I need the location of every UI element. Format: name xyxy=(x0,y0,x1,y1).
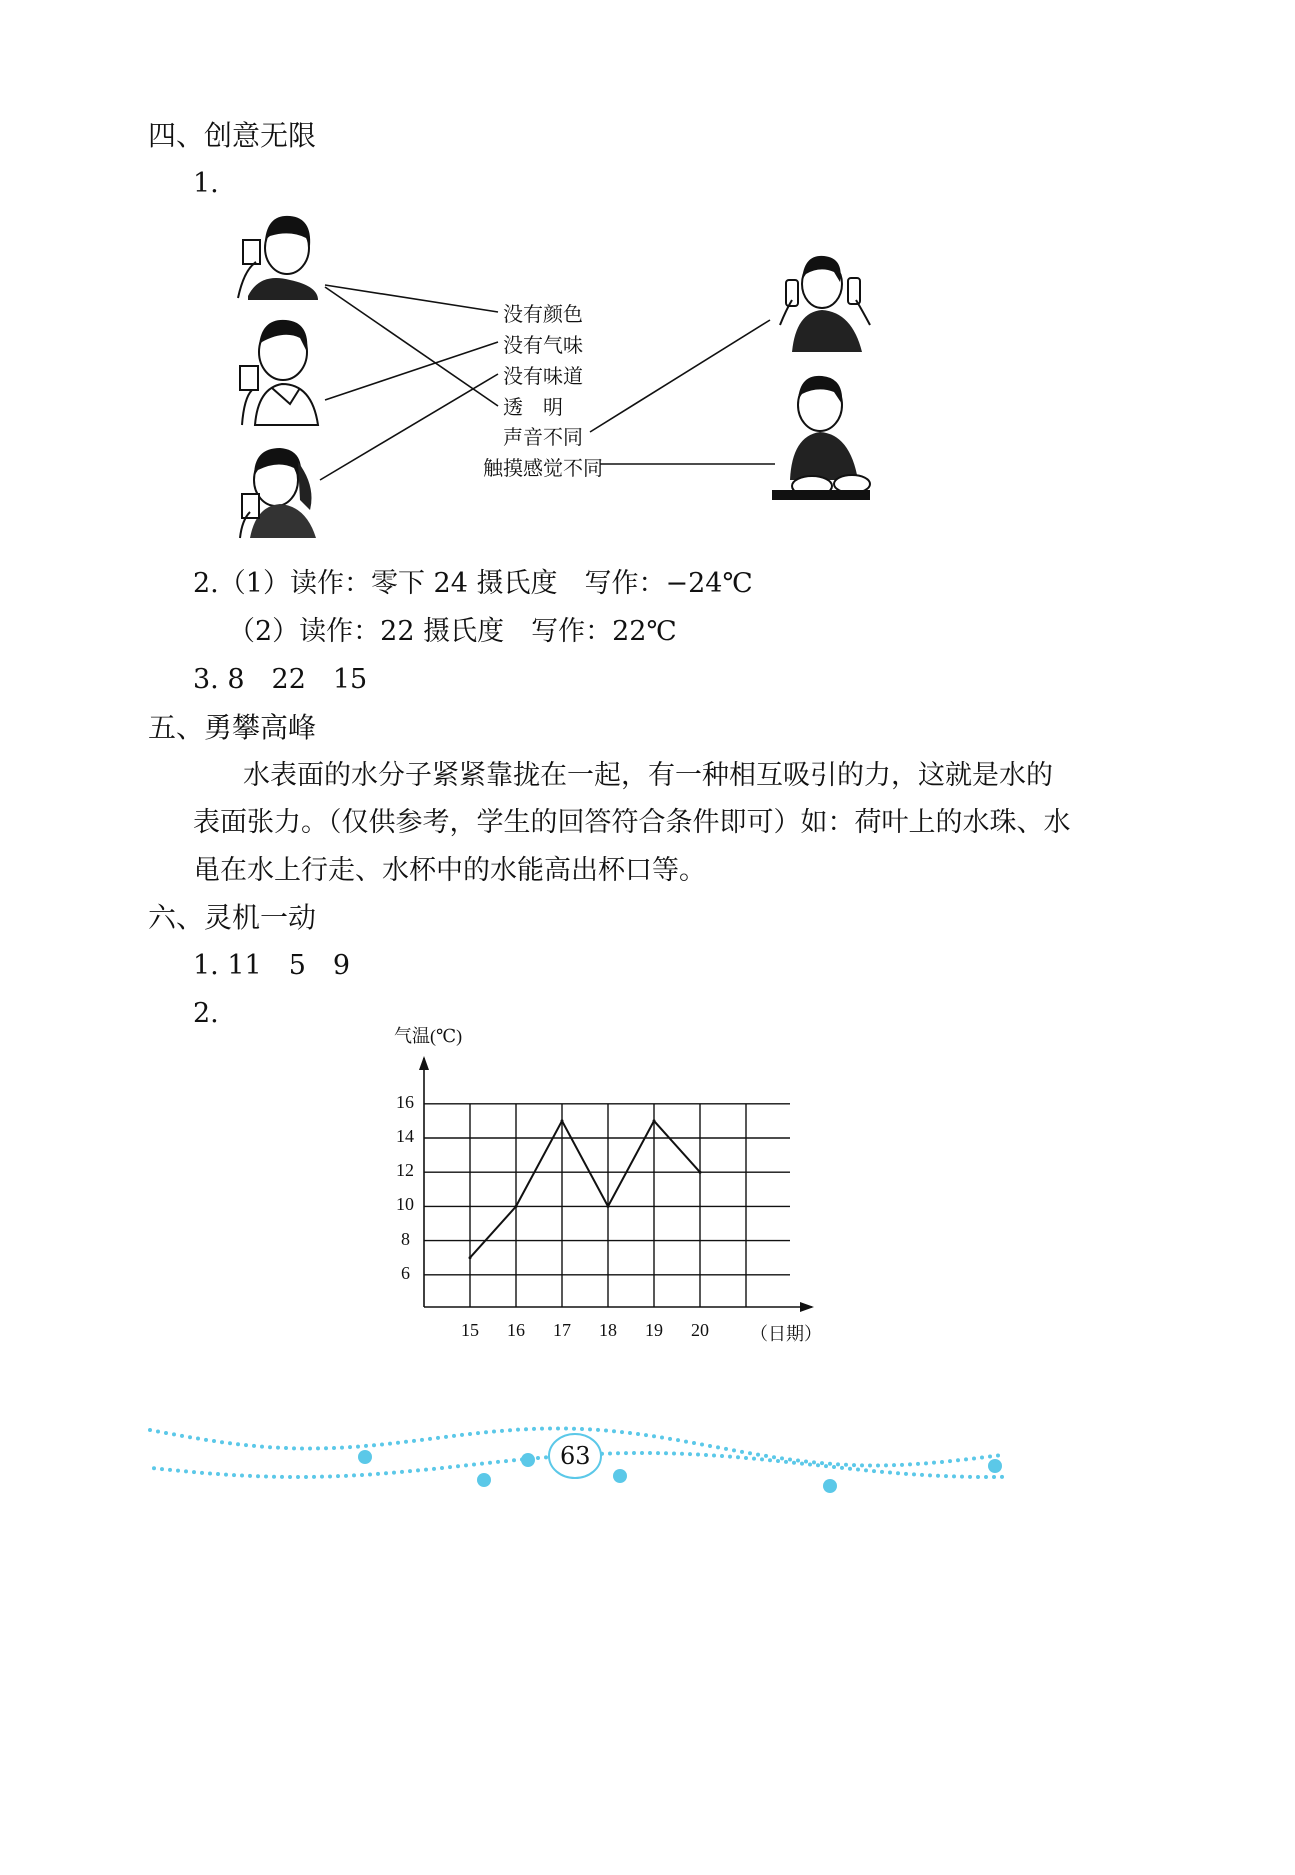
decoration-dot xyxy=(248,1474,252,1478)
person-touching-icon xyxy=(772,376,870,500)
chart-x-tick-label: 20 xyxy=(691,1320,709,1340)
decoration-dot xyxy=(532,1427,536,1431)
decoration-dot xyxy=(660,1436,664,1440)
decoration-dot xyxy=(456,1464,460,1468)
chart-y-tick-label: 16 xyxy=(396,1091,414,1112)
decoration-dot xyxy=(900,1463,904,1467)
decoration-dot xyxy=(724,1447,728,1451)
decoration-dot xyxy=(808,1462,812,1466)
temperature-line-chart xyxy=(0,1040,1295,1460)
decoration-dot xyxy=(764,1454,768,1458)
chart-point xyxy=(699,1171,702,1174)
decoration-dot xyxy=(384,1471,388,1475)
decoration-dot xyxy=(208,1471,212,1475)
q4-item-1-number: 1. xyxy=(193,168,219,199)
section-5-title: 五、勇攀高峰 xyxy=(148,711,317,744)
decoration-dot xyxy=(324,1446,328,1450)
decoration-dot xyxy=(160,1467,164,1471)
decoration-dot xyxy=(616,1451,620,1455)
decoration-dot xyxy=(904,1472,908,1476)
decoration-dot xyxy=(320,1475,324,1479)
section-4-title: 四、创意无限 xyxy=(148,119,317,152)
decoration-dot xyxy=(880,1470,884,1474)
decoration-dot xyxy=(216,1472,220,1476)
decoration-dot xyxy=(288,1475,292,1479)
decoration-dot xyxy=(232,1473,236,1477)
decoration-dot xyxy=(768,1458,772,1462)
decoration-dot xyxy=(480,1462,484,1466)
decoration-dot xyxy=(816,1463,820,1467)
decoration-dot xyxy=(432,1467,436,1471)
decoration-dot xyxy=(184,1469,188,1473)
decoration-dot xyxy=(356,1445,360,1449)
decoration-dot xyxy=(252,1444,256,1448)
chart-x-tick-label: 17 xyxy=(553,1320,571,1340)
decoration-dot xyxy=(412,1439,416,1443)
decoration-dot xyxy=(996,1453,1000,1457)
chart-x-tick-label: 15 xyxy=(461,1320,479,1340)
decoration-dot xyxy=(652,1434,656,1438)
decoration-dot xyxy=(796,1459,800,1463)
decoration-dot xyxy=(536,1456,540,1460)
decoration-dot xyxy=(276,1446,280,1450)
decoration-dot xyxy=(624,1451,628,1455)
decoration-dot xyxy=(680,1452,684,1456)
decoration-dot xyxy=(848,1467,852,1471)
decoration-dot xyxy=(344,1474,348,1478)
decoration-dot xyxy=(300,1446,304,1450)
decoration-dot xyxy=(360,1473,364,1477)
decoration-dot xyxy=(464,1463,468,1467)
person-smelling-icon xyxy=(240,320,318,425)
decoration-dot xyxy=(668,1437,672,1441)
decoration-dot xyxy=(548,1426,552,1430)
decoration-dot xyxy=(372,1443,376,1447)
decoration-dot xyxy=(516,1428,520,1432)
decoration-dot xyxy=(832,1465,836,1469)
decoration-dot xyxy=(496,1460,500,1464)
decoration-dot xyxy=(964,1457,968,1461)
decoration-dot xyxy=(676,1438,680,1442)
decoration-dot xyxy=(444,1435,448,1439)
chart-point xyxy=(515,1205,518,1208)
decoration-dot xyxy=(564,1427,568,1431)
decoration-dot xyxy=(264,1475,268,1479)
decoration-dot xyxy=(612,1429,616,1433)
decoration-dot xyxy=(644,1433,648,1437)
decoration-dot xyxy=(512,1458,516,1462)
person-shaking-bottles-icon xyxy=(780,256,870,352)
decoration-dot xyxy=(572,1427,576,1431)
decoration-dot xyxy=(688,1452,692,1456)
decoration-dot xyxy=(740,1450,744,1454)
property-different-touch: 触摸感觉不同 xyxy=(483,456,603,480)
decoration-dot xyxy=(992,1475,996,1479)
decoration-dot xyxy=(636,1432,640,1436)
decoration-dot xyxy=(400,1470,404,1474)
decoration-dot xyxy=(824,1464,828,1468)
decoration-dot xyxy=(940,1460,944,1464)
person-tasting-icon xyxy=(240,448,316,538)
decoration-dot xyxy=(924,1461,928,1465)
q5-line-3: 黾在水上行走、水杯中的水能高出杯口等。 xyxy=(193,855,706,886)
decoration-dot xyxy=(968,1475,972,1479)
decoration-dot xyxy=(604,1429,608,1433)
property-transparent: 透 明 xyxy=(503,395,563,419)
decoration-dot xyxy=(392,1471,396,1475)
decoration-dot xyxy=(508,1428,512,1432)
q5-line-2: 表面张力。（仅供参考，学生的回答符合条件即可）如：荷叶上的水珠、水 xyxy=(193,807,1071,838)
decoration-dot xyxy=(348,1445,352,1449)
chart-x-axis-arrow xyxy=(800,1302,814,1312)
decoration-dot xyxy=(860,1463,864,1467)
decoration-dot xyxy=(424,1468,428,1472)
decoration-dot xyxy=(792,1461,796,1465)
decoration-dot xyxy=(364,1444,368,1448)
decoration-dot xyxy=(492,1430,496,1434)
chart-point xyxy=(607,1205,610,1208)
property-different-sound: 声音不同 xyxy=(503,425,583,449)
decoration-dot xyxy=(244,1443,248,1447)
chart-point xyxy=(469,1256,472,1259)
decoration-dot xyxy=(812,1460,816,1464)
decoration-dot xyxy=(544,1455,548,1459)
decoration-dot xyxy=(220,1440,224,1444)
decoration-dot xyxy=(308,1447,312,1451)
chart-point xyxy=(561,1119,564,1122)
decoration-dot xyxy=(580,1427,584,1431)
decoration-dot xyxy=(736,1455,740,1459)
decoration-dot xyxy=(888,1471,892,1475)
chart-y-axis-arrow xyxy=(419,1056,429,1070)
decoration-dot xyxy=(800,1462,804,1466)
chart-x-tick-label: 16 xyxy=(507,1320,525,1340)
decoration-dot xyxy=(804,1460,808,1464)
decoration-dot xyxy=(916,1462,920,1466)
decoration-dot xyxy=(784,1460,788,1464)
decoration-dot xyxy=(376,1472,380,1476)
decoration-dot xyxy=(436,1436,440,1440)
decoration-dot xyxy=(476,1431,480,1435)
decoration-dot xyxy=(776,1459,780,1463)
decoration-dot xyxy=(728,1455,732,1459)
decoration-dot xyxy=(416,1468,420,1472)
decoration-dot xyxy=(336,1474,340,1478)
decoration-dot xyxy=(188,1435,192,1439)
decoration-dot xyxy=(368,1472,372,1476)
decoration-dot xyxy=(868,1463,872,1467)
decoration-dot xyxy=(932,1461,936,1465)
decoration-dot xyxy=(168,1468,172,1472)
decoration-dot xyxy=(972,1456,976,1460)
decoration-dot xyxy=(556,1426,560,1430)
decoration-dot xyxy=(980,1455,984,1459)
decoration-dot xyxy=(640,1451,644,1455)
decoration-dot xyxy=(196,1437,200,1441)
decoration-dot xyxy=(984,1475,988,1479)
decoration-dot xyxy=(632,1451,636,1455)
decoration-dot xyxy=(488,1461,492,1465)
decoration-dot xyxy=(332,1446,336,1450)
decoration-dot xyxy=(664,1451,668,1455)
decoration-dot xyxy=(672,1451,676,1455)
decoration-dot xyxy=(844,1463,848,1467)
decoration-dot xyxy=(876,1463,880,1467)
q5-line-1: 水表面的水分子紧紧靠拢在一起，有一种相互吸引的力，这就是水的 xyxy=(243,760,1053,791)
decoration-dot xyxy=(696,1453,700,1457)
decoration-dot xyxy=(212,1439,216,1443)
decoration-dot xyxy=(712,1453,716,1457)
decoration-dot xyxy=(944,1474,948,1478)
decoration-dot xyxy=(460,1433,464,1437)
decoration-dot xyxy=(292,1446,296,1450)
q4-item-3: 3. 8 22 15 xyxy=(193,664,368,695)
decoration-dot xyxy=(316,1446,320,1450)
decoration-dot xyxy=(340,1446,344,1450)
decoration-dot xyxy=(628,1431,632,1435)
page-number: 63 xyxy=(560,1442,591,1470)
decoration-dot xyxy=(828,1462,832,1466)
decoration-dot xyxy=(620,1430,624,1434)
decoration-dot xyxy=(716,1445,720,1449)
decoration-dot xyxy=(872,1469,876,1473)
decoration-dot xyxy=(976,1475,980,1479)
q6-item-2-number: 2. xyxy=(193,998,219,1029)
decoration-dot xyxy=(224,1473,228,1477)
decoration-dot xyxy=(240,1474,244,1478)
decoration-dot xyxy=(772,1455,776,1459)
decoration-dot xyxy=(468,1432,472,1436)
decoration-dot xyxy=(988,1454,992,1458)
person-looking-icon xyxy=(238,216,318,300)
decoration-dot xyxy=(328,1474,332,1478)
chart-x-tick-label: 19 xyxy=(645,1320,663,1340)
q4-item-2-part-2: （2）读作：22 摄氏度 写作：22℃ xyxy=(228,616,677,647)
decoration-dot xyxy=(708,1444,712,1448)
decoration-dot xyxy=(152,1466,156,1470)
decoration-dot xyxy=(540,1427,544,1431)
decoration-dot xyxy=(884,1463,888,1467)
decoration-dot xyxy=(788,1458,792,1462)
decoration-dot xyxy=(312,1475,316,1479)
dotted-wave-decoration xyxy=(0,1410,1295,1550)
decoration-dot xyxy=(956,1458,960,1462)
decoration-dot xyxy=(260,1445,264,1449)
decoration-dot xyxy=(1000,1475,1004,1479)
decoration-dot xyxy=(948,1459,952,1463)
decoration-dot xyxy=(820,1461,824,1465)
decoration-dot xyxy=(892,1463,896,1467)
decoration-dot xyxy=(684,1440,688,1444)
decoration-dot xyxy=(180,1434,184,1438)
decoration-dot xyxy=(484,1430,488,1434)
decoration-dot xyxy=(156,1429,160,1433)
decoration-dot xyxy=(228,1441,232,1445)
decoration-dot xyxy=(500,1429,504,1433)
decoration-dot xyxy=(268,1445,272,1449)
decoration-dot xyxy=(912,1472,916,1476)
decoration-dot xyxy=(504,1459,508,1463)
decoration-dot xyxy=(396,1441,400,1445)
decoration-dot xyxy=(864,1468,868,1472)
decoration-dot xyxy=(780,1456,784,1460)
chart-y-tick-label: 14 xyxy=(396,1126,414,1146)
decoration-dot xyxy=(452,1434,456,1438)
decoration-dot xyxy=(748,1451,752,1455)
decoration-dot xyxy=(192,1470,196,1474)
decoration-dot xyxy=(936,1474,940,1478)
decoration-dot xyxy=(448,1465,452,1469)
decoration-dot xyxy=(388,1442,392,1446)
decoration-dot xyxy=(352,1473,356,1477)
decoration-dot xyxy=(608,1452,612,1456)
decoration-dot xyxy=(648,1451,652,1455)
decoration-dot xyxy=(704,1453,708,1457)
decoration-dot xyxy=(720,1454,724,1458)
decoration-dot xyxy=(700,1442,704,1446)
decoration-dot xyxy=(744,1456,748,1460)
q4-item-2-part-1: 2.（1）读作：零下 24 摄氏度 写作：−24℃ xyxy=(193,568,753,599)
decoration-dot xyxy=(852,1463,856,1467)
decoration-dot xyxy=(732,1448,736,1452)
decoration-dot xyxy=(472,1463,476,1467)
decoration-dot xyxy=(420,1438,424,1442)
decoration-dot xyxy=(440,1466,444,1470)
chart-y-axis-label: 气温(℃) xyxy=(394,1026,463,1046)
decoration-dot xyxy=(256,1474,260,1478)
chart-y-tick-label: 10 xyxy=(396,1194,414,1215)
chart-series-line xyxy=(470,1121,700,1258)
decoration-dot xyxy=(896,1471,900,1475)
decoration-dot xyxy=(960,1475,964,1479)
chart-y-tick-label: 6 xyxy=(401,1262,410,1283)
decoration-dot xyxy=(404,1440,408,1444)
decoration-dot xyxy=(856,1468,860,1472)
decoration-dot xyxy=(588,1427,592,1431)
decoration-dot xyxy=(176,1469,180,1473)
chart-y-tick-label: 8 xyxy=(401,1228,410,1249)
chart-x-axis-label: （日期） xyxy=(750,1324,822,1344)
decoration-dot xyxy=(200,1471,204,1475)
decoration-dot xyxy=(952,1474,956,1478)
decoration-dot xyxy=(836,1462,840,1466)
section-6-title: 六、灵机一动 xyxy=(148,901,317,934)
decoration-dot xyxy=(692,1441,696,1445)
decoration-dot xyxy=(928,1473,932,1477)
property-no-taste: 没有味道 xyxy=(503,364,583,388)
chart-x-tick-label: 18 xyxy=(599,1320,617,1340)
decoration-dot xyxy=(760,1457,764,1461)
decoration-dot xyxy=(272,1475,276,1479)
property-no-color: 没有颜色 xyxy=(503,302,583,326)
q6-item-1: 1. 11 5 9 xyxy=(193,950,351,981)
decoration-dot xyxy=(656,1451,660,1455)
decoration-dot xyxy=(280,1475,284,1479)
decoration-dot xyxy=(172,1432,176,1436)
decoration-dot xyxy=(164,1431,168,1435)
decoration-dot xyxy=(408,1469,412,1473)
chart-y-tick-label: 12 xyxy=(396,1160,414,1181)
decoration-dot xyxy=(596,1428,600,1432)
decoration-dot xyxy=(428,1437,432,1441)
decoration-dot xyxy=(148,1428,152,1432)
decoration-dot xyxy=(296,1475,300,1479)
decoration-dot xyxy=(284,1446,288,1450)
decoration-dot xyxy=(304,1475,308,1479)
decoration-dot xyxy=(236,1442,240,1446)
chart-point xyxy=(653,1119,656,1122)
decoration-dot xyxy=(840,1466,844,1470)
decoration-dot xyxy=(380,1442,384,1446)
property-no-smell: 没有气味 xyxy=(503,333,583,357)
decoration-dot xyxy=(524,1427,528,1431)
decoration-dot xyxy=(756,1453,760,1457)
decoration-dot xyxy=(204,1438,208,1442)
decoration-dot xyxy=(908,1462,912,1466)
decoration-dot xyxy=(752,1457,756,1461)
decoration-dot xyxy=(920,1473,924,1477)
